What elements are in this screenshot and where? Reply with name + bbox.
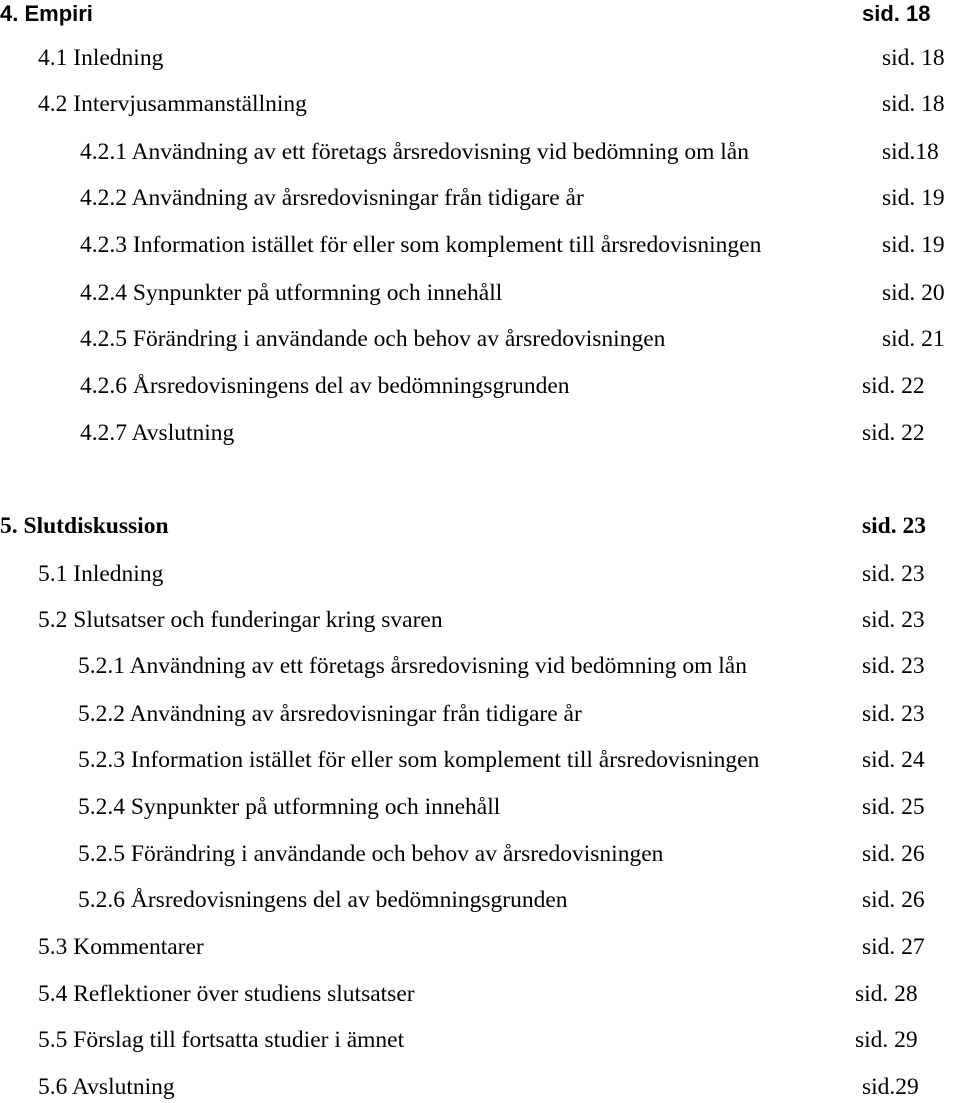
- toc-entry-title: 5.1 Inledning: [38, 561, 164, 587]
- toc-entry-title: 4.2.7 Avslutning: [80, 420, 235, 446]
- toc-entry-title: 4.2.1 Användning av ett företags årsredovisning vid bedömning om lån: [80, 139, 749, 165]
- toc-entry-title: 5.5 Förslag till fortsatta studier i ämnet: [38, 1027, 405, 1053]
- toc-entry-title: 4.2.5 Förändring i användande och behov av årsredovisningen: [80, 326, 666, 352]
- toc-entry-page: sid. 19: [882, 232, 945, 258]
- toc-entry-title: 5.2.6 Årsredovisningens del av bedömningsgrunden: [78, 887, 568, 913]
- toc-heading-page: sid. 18: [862, 1, 931, 26]
- toc-entry-page: sid. 29: [855, 1027, 918, 1053]
- toc-entry-title: 4.2.3 Information istället för eller som komplement till årsredovisningen: [80, 232, 762, 258]
- toc-entry-title: 5.2.3 Information istället för eller som komplement till årsredovisningen: [78, 747, 760, 773]
- toc-heading-page: sid. 23: [862, 513, 926, 539]
- toc-entry-title: 4.1 Inledning: [38, 45, 164, 71]
- toc-entry-title: 5.6 Avslutning: [38, 1074, 175, 1100]
- toc-entry-title: 5.2.1 Användning av ett företags årsredovisning vid bedömning om lån: [78, 653, 747, 679]
- toc-entry-page: sid. 18: [882, 45, 945, 71]
- toc-entry-title: 5.2.5 Förändring i användande och behov av årsredovisningen: [78, 841, 664, 867]
- toc-entry-page: sid.18: [882, 139, 939, 165]
- toc-entry-page: sid. 26: [862, 887, 925, 913]
- toc-entry-page: sid. 23: [862, 653, 925, 679]
- toc-entry-title: 4.2.4 Synpunkter på utformning och innehåll: [80, 280, 503, 306]
- toc-entry-page: sid. 19: [882, 185, 945, 211]
- toc-entry-page: sid. 21: [882, 326, 945, 352]
- toc-entry-page: sid. 26: [862, 841, 925, 867]
- toc-entry-title: 5.2.4 Synpunkter på utformning och innehåll: [78, 794, 501, 820]
- toc-entry-page: sid.29: [862, 1074, 919, 1100]
- toc-entry-title: 5.3 Kommentarer: [38, 934, 204, 960]
- toc-entry-page: sid. 25: [862, 794, 925, 820]
- toc-entry-page: sid. 27: [862, 934, 925, 960]
- toc-entry-page: sid. 18: [882, 91, 945, 117]
- toc-heading-title: 4. Empiri: [0, 1, 93, 26]
- toc-entry-title: 4.2.6 Årsredovisningens del av bedömningsgrunden: [80, 373, 570, 399]
- toc-entry-title: 5.2.2 Användning av årsredovisningar från tidigare år: [78, 701, 582, 727]
- toc-entry-page: sid. 22: [862, 420, 925, 446]
- toc-entry-title: 4.2 Intervjusammanställning: [38, 91, 307, 117]
- toc-entry-title: 5.4 Reflektioner över studiens slutsatser: [38, 981, 415, 1007]
- toc-entry-page: sid. 23: [862, 607, 925, 633]
- toc-entry-page: sid. 23: [862, 701, 925, 727]
- toc-entry-page: sid. 22: [862, 373, 925, 399]
- toc-entry-page: sid. 28: [855, 981, 918, 1007]
- toc-entry-page: sid. 23: [862, 561, 925, 587]
- toc-heading-title: 5. Slutdiskussion: [0, 513, 169, 539]
- toc-entry-title: 4.2.2 Användning av årsredovisningar från tidigare år: [80, 185, 584, 211]
- toc-entry-page: sid. 24: [862, 747, 925, 773]
- toc-entry-page: sid. 20: [882, 280, 945, 306]
- toc-entry-title: 5.2 Slutsatser och funderingar kring svaren: [38, 607, 443, 633]
